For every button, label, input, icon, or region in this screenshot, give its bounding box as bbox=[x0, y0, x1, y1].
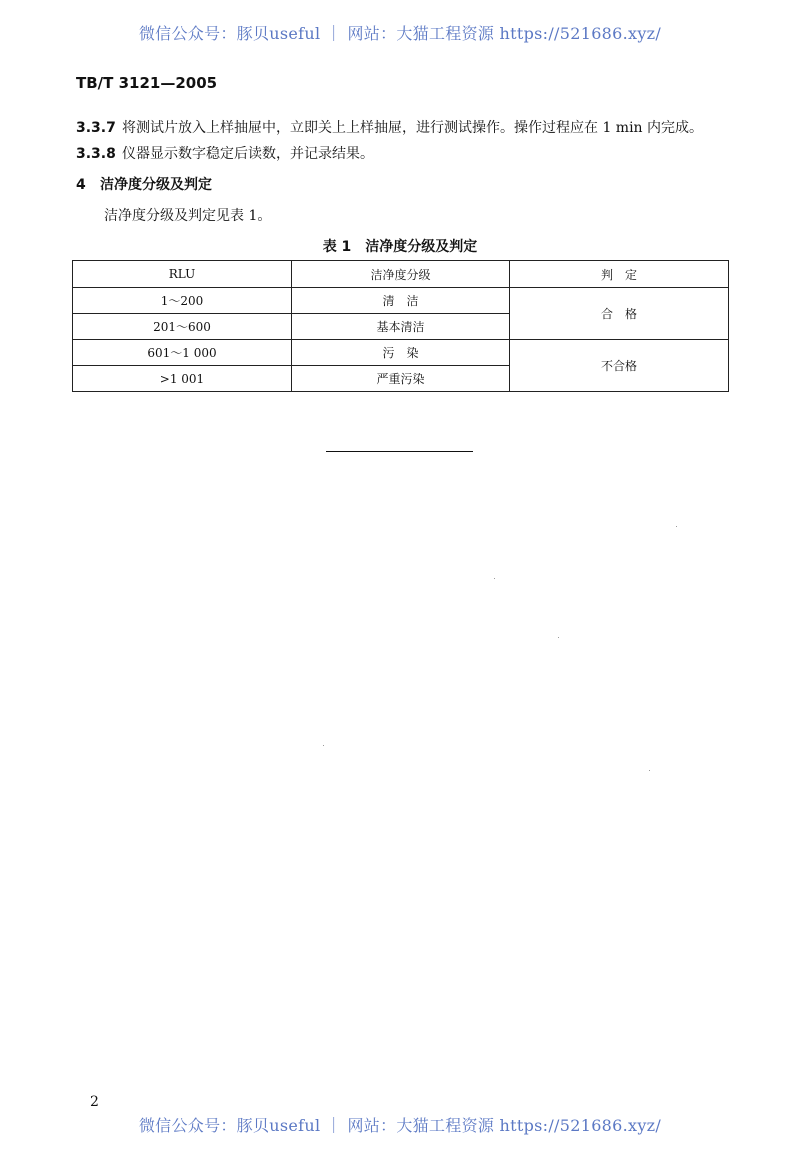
page-number: 2 bbox=[90, 1094, 99, 1110]
section-heading bbox=[76, 174, 212, 194]
header-grade: 洁净度分级 bbox=[292, 261, 510, 288]
clause-number: 3.3.7 bbox=[76, 120, 116, 136]
cell-verdict-fail: 不合格 bbox=[510, 340, 729, 392]
cell-grade: 严重污染 bbox=[292, 366, 510, 392]
table-header-row bbox=[73, 261, 729, 288]
clause-3-3-7 bbox=[76, 117, 703, 137]
cell-grade: 清 洁 bbox=[292, 288, 510, 314]
scan-speck bbox=[676, 526, 677, 527]
standard-code: TB/T 3121—2005 bbox=[76, 74, 218, 92]
clause-number: 3.3.8 bbox=[76, 146, 116, 162]
cleanliness-grade-table bbox=[72, 260, 729, 392]
table-row bbox=[73, 340, 729, 366]
scan-speck bbox=[494, 578, 495, 579]
table-row bbox=[73, 288, 729, 314]
section-title: 洁净度分级及判定 bbox=[100, 177, 212, 193]
end-of-standard-rule bbox=[326, 451, 473, 452]
watermark-bottom: 微信公众号：豚贝useful ｜ 网站：大猫工程资源 https://521686.xyz/ bbox=[138, 1116, 662, 1135]
section-number: 4 bbox=[76, 177, 86, 193]
cell-rlu: 1～200 bbox=[73, 288, 292, 314]
section-paragraph: 洁净度分级及判定见表 1。 bbox=[104, 208, 272, 224]
scan-speck bbox=[649, 770, 650, 771]
clause-text: 将测试片放入上样抽屉中，立即关上上样抽屉，进行测试操作。操作过程应在 1 min 内完成。 bbox=[122, 120, 704, 136]
cell-grade: 污 染 bbox=[292, 340, 510, 366]
cell-rlu: >1 001 bbox=[73, 366, 292, 392]
cell-verdict-pass: 合 格 bbox=[510, 288, 729, 340]
scan-speck bbox=[323, 745, 324, 746]
cell-grade: 基本清洁 bbox=[292, 314, 510, 340]
table-caption: 表 1 洁净度分级及判定 bbox=[322, 239, 478, 255]
watermark-top: 微信公众号：豚贝useful ｜ 网站：大猫工程资源 https://521686.xyz/ bbox=[138, 24, 662, 43]
cell-rlu: 601～1 000 bbox=[73, 340, 292, 366]
header-verdict: 判 定 bbox=[510, 261, 729, 288]
clause-text: 仪器显示数字稳定后读数，并记录结果。 bbox=[122, 146, 374, 162]
cell-rlu: 201～600 bbox=[73, 314, 292, 340]
header-rlu: RLU bbox=[73, 261, 292, 288]
clause-3-3-8 bbox=[76, 143, 374, 163]
scan-speck bbox=[558, 637, 559, 638]
